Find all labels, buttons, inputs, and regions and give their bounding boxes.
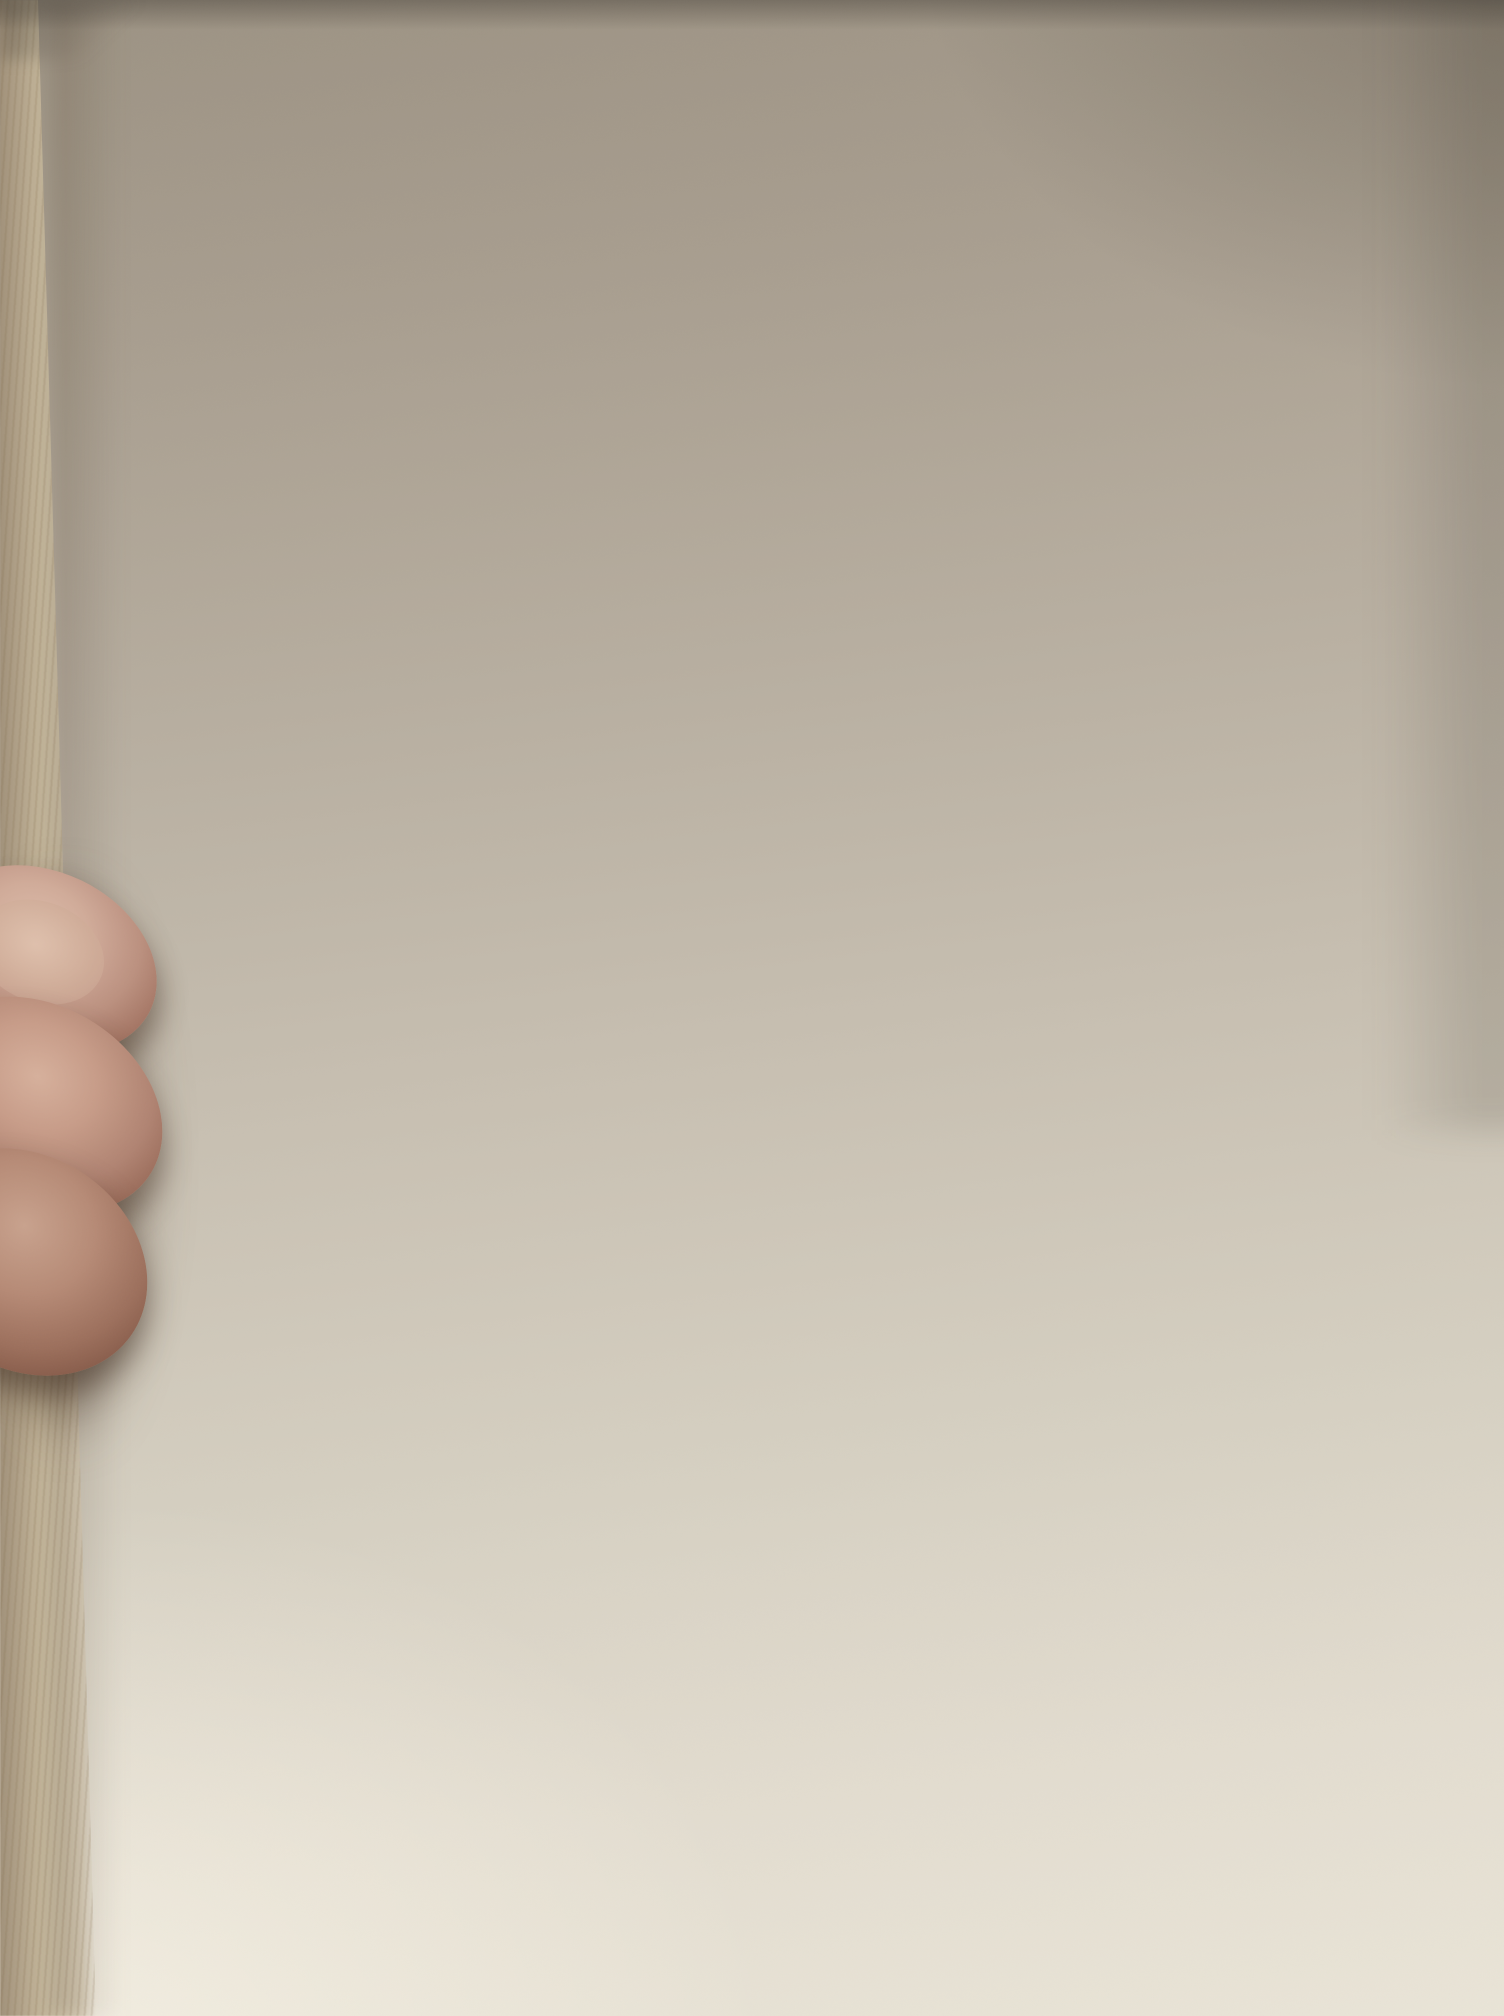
top-shadow <box>0 0 1504 30</box>
right-edge-shadow <box>1378 0 1504 1130</box>
top-left-corner-shadow <box>0 0 150 60</box>
